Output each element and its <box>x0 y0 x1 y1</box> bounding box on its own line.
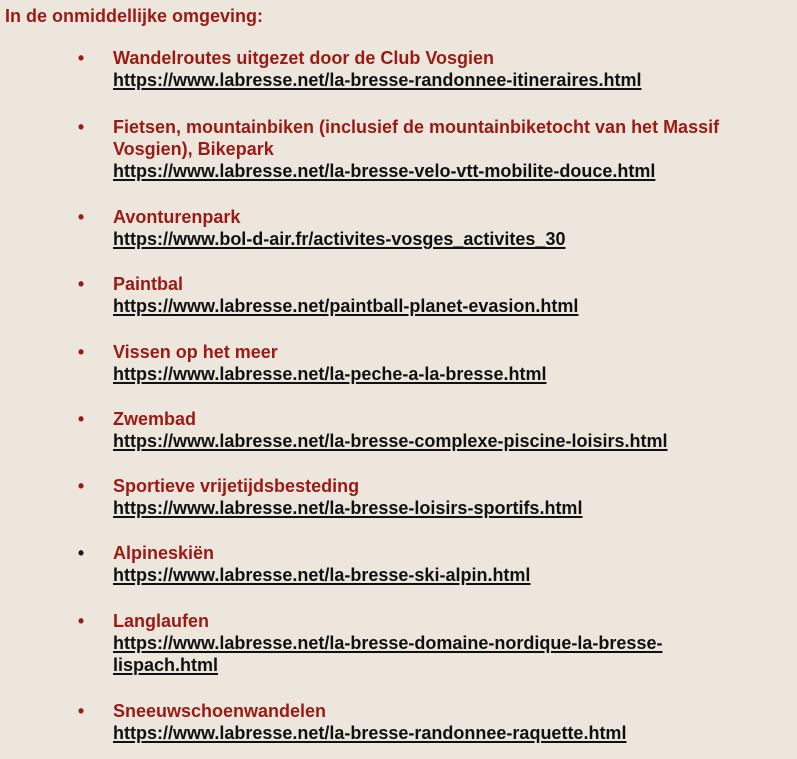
item-link[interactable]: https://www.bol-d-air.fr/activites-vosges_activites_30 <box>113 229 566 249</box>
item-link[interactable]: https://www.labresse.net/la-bresse-complexe-piscine-loisirs.html <box>113 431 668 451</box>
bullet-icon: • <box>77 476 85 496</box>
item-title: Paintbal <box>113 274 184 294</box>
bullet-icon: • <box>77 117 85 137</box>
item-link[interactable]: https://www.labresse.net/la-bresse-velo-vtt-mobilite-douce.html <box>113 161 656 181</box>
page-heading: In de onmiddellijke omgeving: <box>5 6 264 26</box>
item-link[interactable]: https://www.labresse.net/la-peche-a-la-bresse.html <box>113 364 547 384</box>
item-title: Langlaufen <box>113 611 210 631</box>
bullet-icon: • <box>77 274 85 294</box>
item-title: Vissen op het meer <box>113 342 278 362</box>
item-title: Avonturenpark <box>113 207 241 227</box>
bullet-icon: • <box>77 342 85 362</box>
item-title: Fietsen, mountainbiken (inclusief de mountainbiketocht van het Massif Vosgien), Bikepark <box>113 117 720 159</box>
item-link[interactable]: https://www.labresse.net/la-bresse-loisirs-sportifs.html <box>113 498 583 518</box>
bullet-icon: • <box>77 207 85 227</box>
item-title: Wandelroutes uitgezet door de Club Vosgien <box>113 48 495 68</box>
bullet-icon: • <box>77 409 85 429</box>
item-title: Alpineskiën <box>113 543 215 563</box>
item-link[interactable]: https://www.labresse.net/paintball-planet-evasion.html <box>113 296 579 316</box>
item-title: Sportieve vrijetijdsbesteding <box>113 476 360 496</box>
bullet-icon: • <box>77 48 85 68</box>
bullet-icon: • <box>77 611 85 631</box>
item-link[interactable]: https://www.labresse.net/la-bresse-randonnee-raquette.html <box>113 723 627 743</box>
item-link[interactable]: https://www.labresse.net/la-bresse-randonnee-itineraires.html <box>113 70 642 90</box>
bullet-icon: • <box>77 701 85 721</box>
item-title: Sneeuwschoenwandelen <box>113 701 327 721</box>
item-link[interactable]: https://www.labresse.net/la-bresse-ski-alpin.html <box>113 565 531 585</box>
bullet-icon: • <box>77 543 85 563</box>
item-title: Zwembad <box>113 409 197 429</box>
item-link[interactable]: https://www.labresse.net/la-bresse-domaine-nordique-la-bresse-lispach.html <box>113 633 663 675</box>
